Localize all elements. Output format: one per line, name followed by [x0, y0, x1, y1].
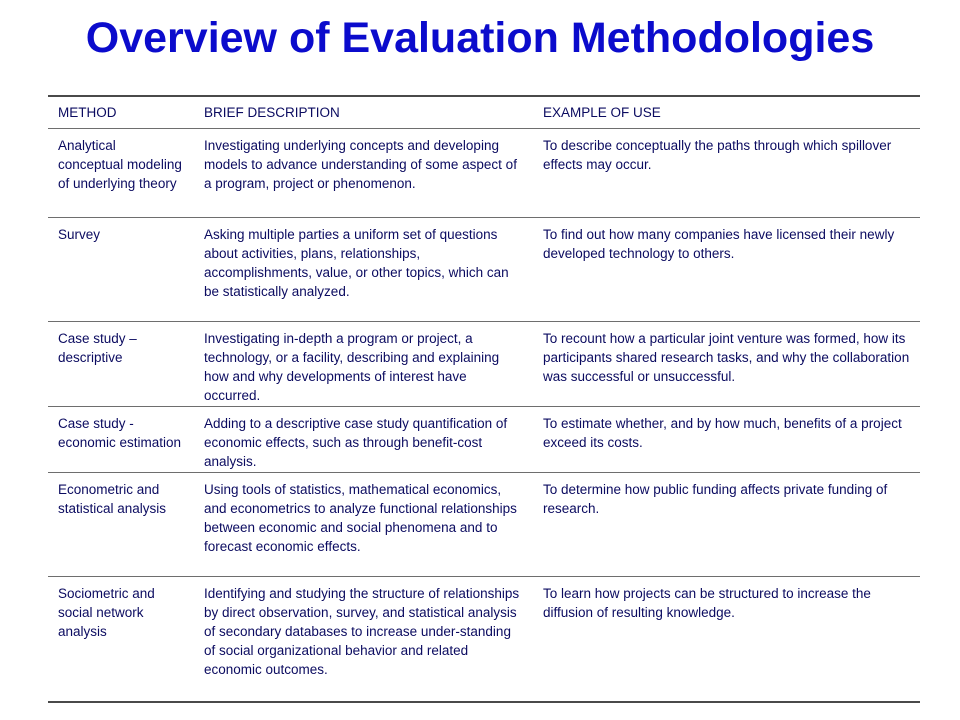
- method-text: Analytical conceptual modeling of underlying theory: [58, 138, 182, 191]
- column-header-method: METHOD: [48, 97, 194, 129]
- table-row: [48, 473, 920, 577]
- table-row: [48, 322, 920, 407]
- method-text: Case study - economic estimation: [58, 416, 182, 450]
- table-row: [48, 577, 920, 702]
- table-row: [48, 129, 920, 218]
- table-header-row: [48, 97, 920, 129]
- table-row: [48, 218, 920, 322]
- description-text: Asking multiple parties a uniform set of questions about activities, plans, relationships, accomplishments, value, or other topics, which can be statistically analyzed.: [204, 227, 509, 299]
- description-text: Using tools of statistics, mathematical economics, and econometrics to analyze functional relationships between economic and social phenomena and to forecast economic effects.: [204, 482, 517, 554]
- example-cell: [533, 322, 920, 407]
- method-cell: [48, 129, 194, 218]
- slide-title: Overview of Evaluation Methodologies: [85, 14, 875, 62]
- example-cell: [533, 473, 920, 577]
- method-text: Econometric and statistical analysis: [58, 482, 167, 516]
- description-text: Identifying and studying the structure of relationships by direct observation, survey, and statistical analysis of secondary databases to increase under-standing of social organizational behavior and related economic outcomes.: [204, 586, 520, 677]
- description-cell: [194, 577, 533, 702]
- method-text: Sociometric and social network analysis: [58, 586, 155, 639]
- example-cell: [533, 129, 920, 218]
- description-text: Investigating in-depth a program or project, a technology, or a facility, describing and explaining how and why developments of interest have occurred.: [204, 331, 500, 403]
- example-text: To describe conceptually the paths through which spillover effects may occur.: [543, 138, 892, 172]
- description-text: Investigating underlying concepts and developing models to advance understanding of some aspect of a program, project or phenomenon.: [204, 138, 517, 191]
- method-text: Survey: [58, 227, 101, 242]
- method-cell: [48, 322, 194, 407]
- description-text: Adding to a descriptive case study quantification of economic effects, such as through benefit-cost analysis.: [204, 416, 508, 469]
- table-row: [48, 407, 920, 473]
- methods-table: [48, 97, 920, 703]
- method-cell: [48, 407, 194, 473]
- description-cell: [194, 129, 533, 218]
- description-cell: [194, 218, 533, 322]
- method-text: Case study – descriptive: [58, 331, 137, 365]
- example-cell: [533, 407, 920, 473]
- example-text: To recount how a particular joint venture was formed, how its participants shared research tasks, and why the collaboration was successful or unsuccessful.: [543, 331, 910, 384]
- example-text: To find out how many companies have licensed their newly developed technology to others.: [543, 227, 895, 261]
- method-cell: [48, 473, 194, 577]
- description-cell: [194, 473, 533, 577]
- example-cell: [533, 218, 920, 322]
- example-text: To estimate whether, and by how much, benefits of a project exceed its costs.: [543, 416, 902, 450]
- description-cell: [194, 322, 533, 407]
- example-cell: [533, 577, 920, 702]
- example-text: To determine how public funding affects private funding of research.: [543, 482, 888, 516]
- method-cell: [48, 218, 194, 322]
- method-cell: [48, 577, 194, 702]
- column-header-description: BRIEF DESCRIPTION: [194, 97, 533, 129]
- example-text: To learn how projects can be structured to increase the diffusion of resulting knowledge.: [543, 586, 871, 620]
- description-cell: [194, 407, 533, 473]
- column-header-example: EXAMPLE OF USE: [533, 97, 920, 129]
